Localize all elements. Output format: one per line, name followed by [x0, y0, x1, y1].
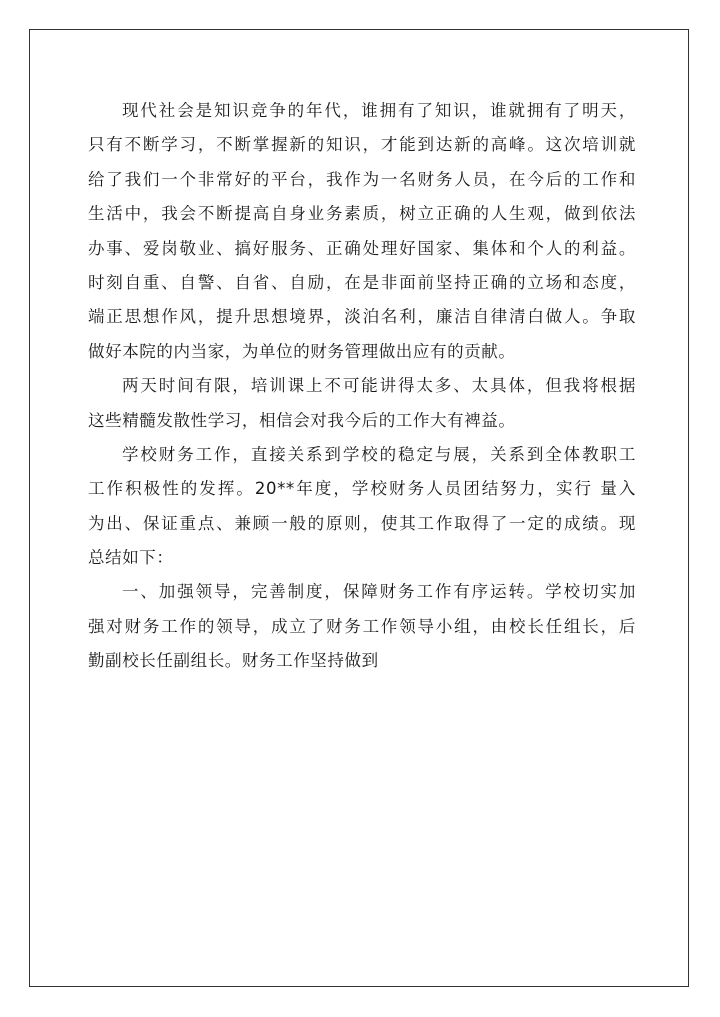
text-line: 做好本院的内当家，为单位的财务管理做出应有的贡献。 [88, 341, 516, 361]
text-line: 一、加强领导，完善制度，保障财务工作有序运转。学校切实加 [122, 582, 636, 602]
text-line: 现代社会是知识竞争的年代，谁拥有了知识，谁就拥有了明天， [122, 101, 636, 120]
text-line: 端正思想作风，提升思想境界，淡泊名利，廉洁自律清白做人。争取 [88, 307, 636, 327]
text-line: 这些精髓发散性学习，相信会对我今后的工作大有裨益。 [88, 410, 516, 430]
text-line: 勤副校长任副组长。财务工作坚持做到 [88, 651, 379, 671]
text-line: 办事、爱岗敬业、搞好服务、正确处理好国家、集体和个人的利益。 [88, 238, 636, 258]
text-line: 为出、保证重点、兼顾一般的原则，使其工作取得了一定的成绩。现 [88, 513, 636, 533]
text-line: 给了我们一个非常好的平台，我作为一名财务人员，在今后的工作和 [88, 169, 636, 189]
text-line: 总结如下： [88, 548, 174, 568]
text-line: 只有不断学习，不断掌握新的知识，才能到达新的高峰。这次培训就 [88, 135, 636, 155]
text-line: 生活中，我会不断提高自身业务素质，树立正确的人生观，做到依法 [88, 204, 636, 224]
text-line: 学校财务工作，直接关系到学校的稳定与展，关系到全体教职工 [122, 444, 636, 464]
text-line: 两天时间有限，培训课上不可能讲得太多、太具体，但我将根据 [122, 376, 636, 396]
text-line: 强对财务工作的领导，成立了财务工作领导小组，由校长任组长，后 [88, 616, 636, 636]
text-line: 时刻自重、自警、自省、自励，在是非面前坚持正确的立场和态度， [88, 272, 636, 292]
text-line: 工作积极性的发挥。20**年度，学校财务人员团结努力，实行 量入 [88, 479, 636, 499]
document-body [88, 94, 636, 679]
